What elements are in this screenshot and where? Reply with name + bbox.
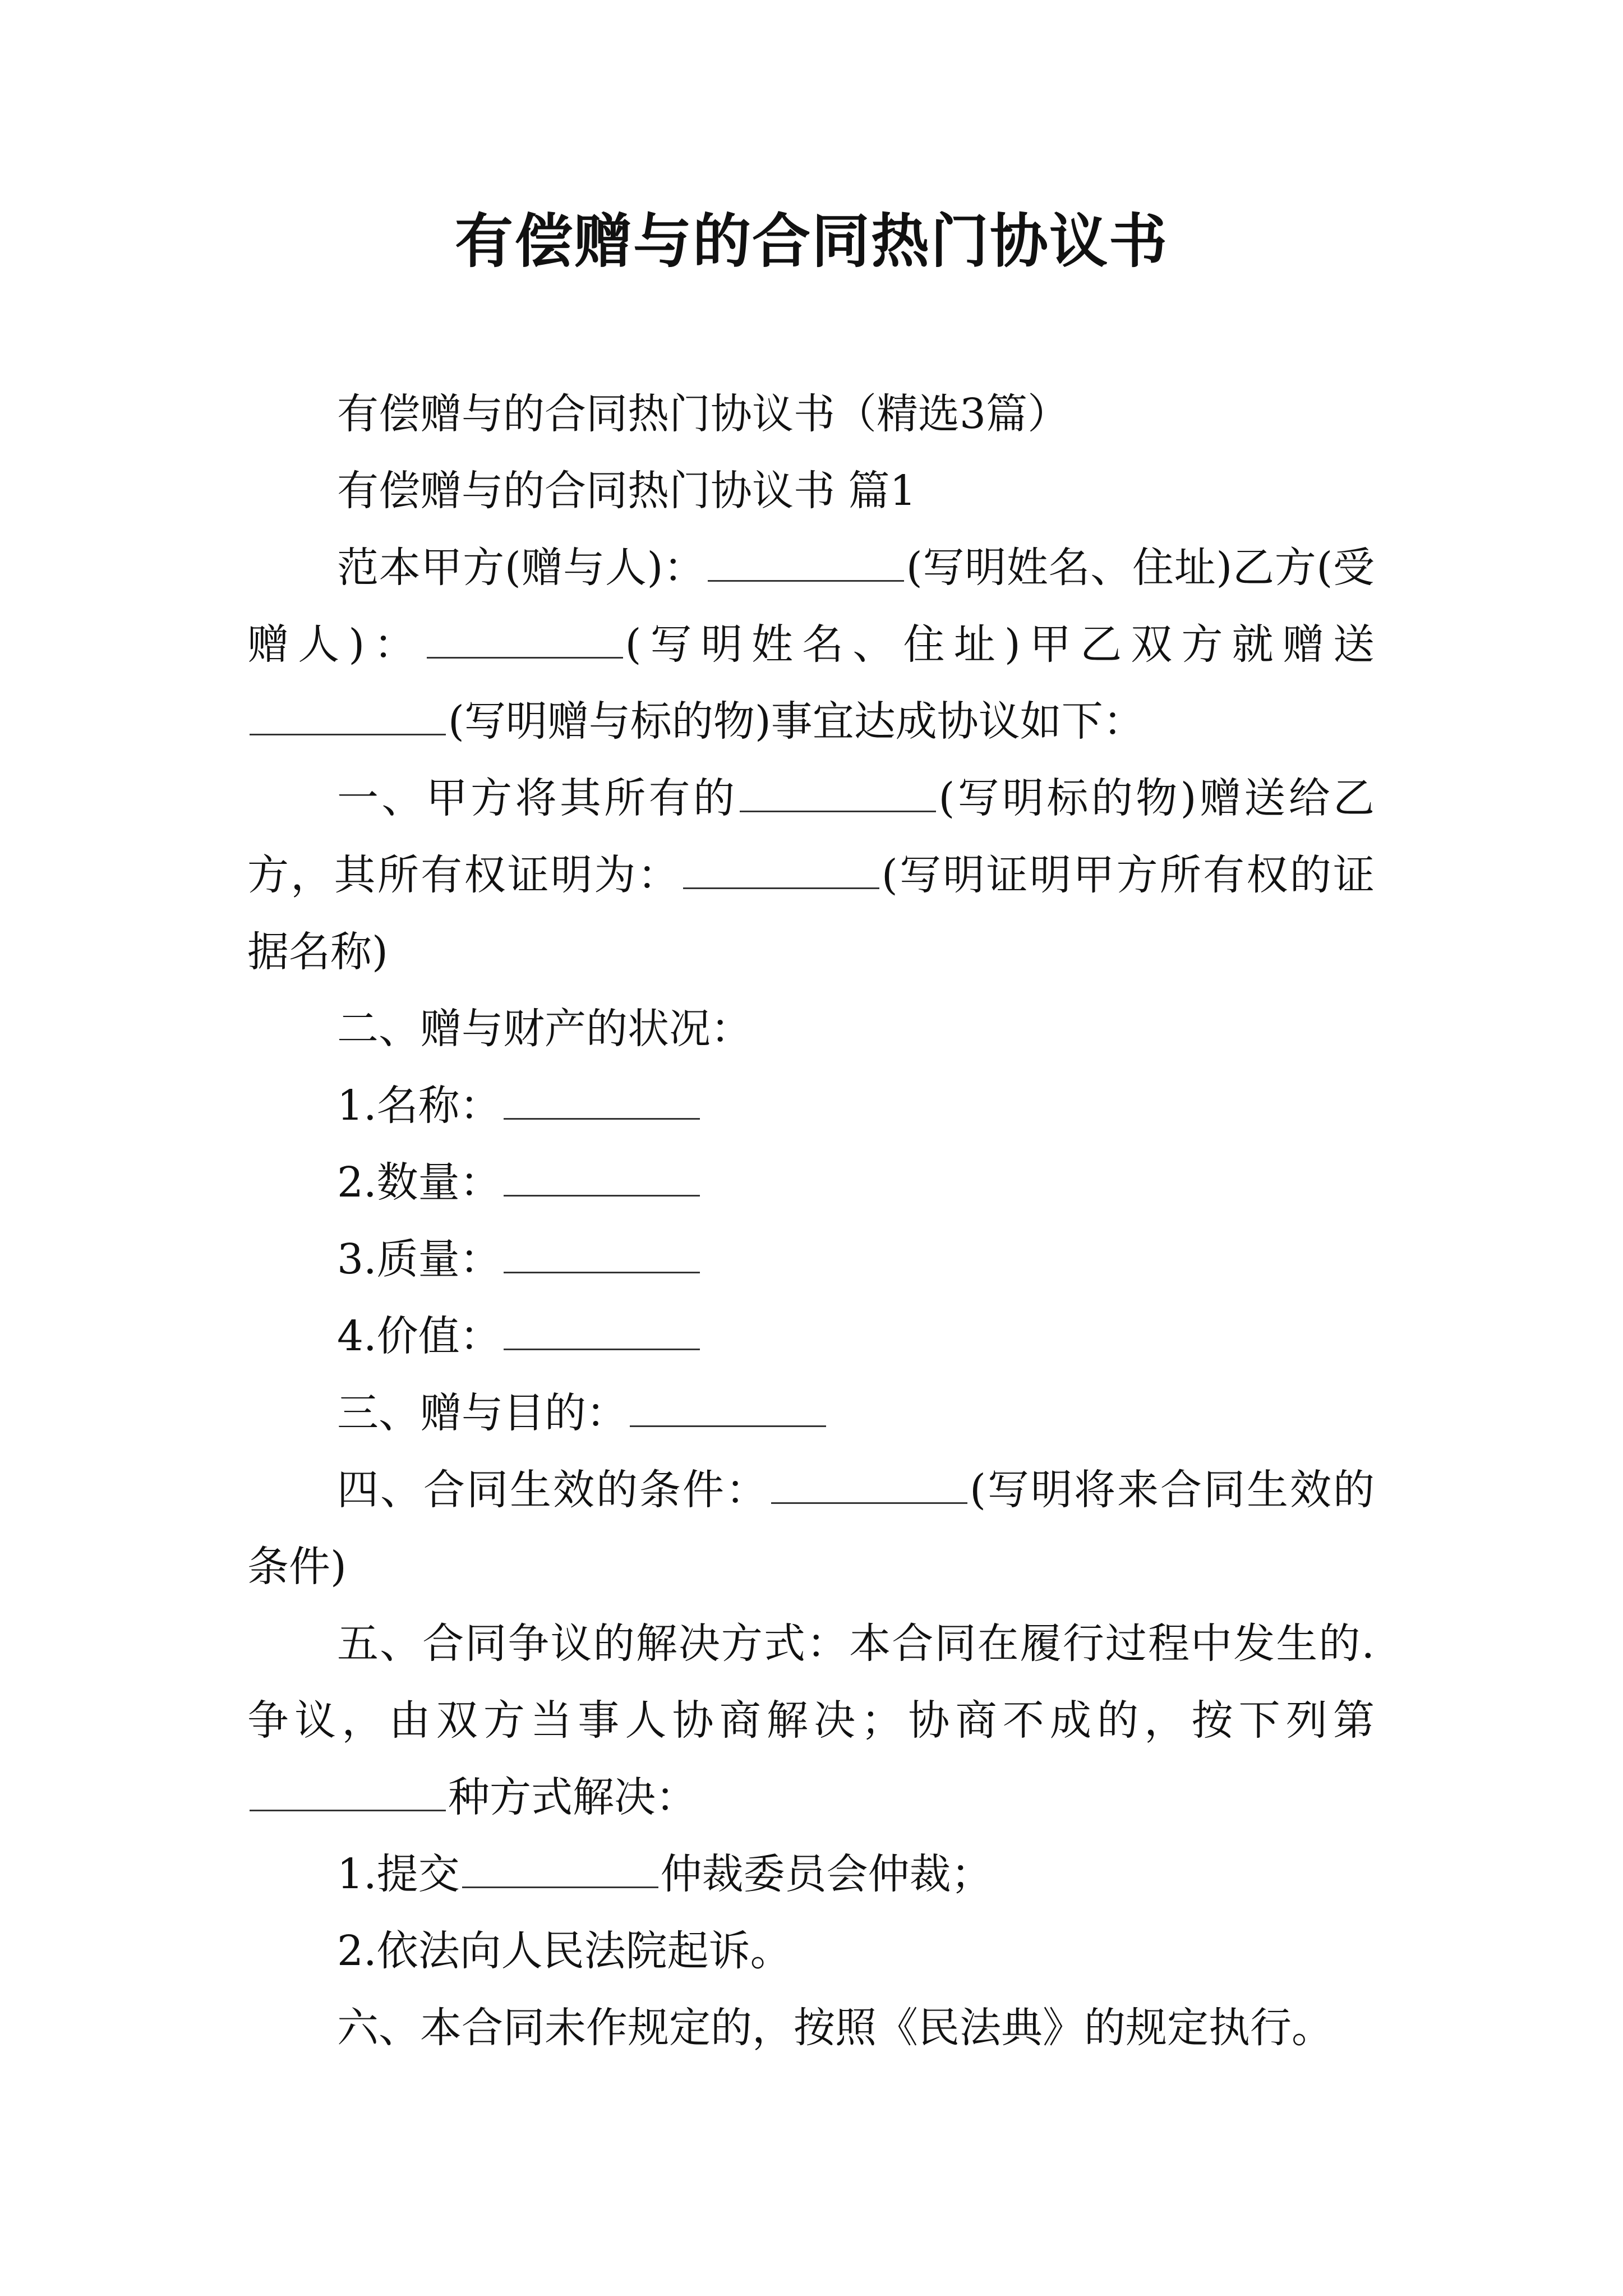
clause-1-middle: (写明标的物)赠送给乙方，其所有权证明为： [247, 774, 1375, 899]
method-blank[interactable] [250, 1776, 446, 1811]
clause-3: 三、赠与目的： [247, 1375, 1375, 1452]
clause-1-prefix: 一、甲方将其所有的 [337, 774, 738, 822]
clause-5-option-1: 1.提交 仲裁委员会仲裁； [337, 1850, 993, 1898]
clause-6: 六、本合同未作规定的，按照《民法典》的规定执行。 [337, 2004, 1333, 2052]
purpose-blank[interactable] [630, 1392, 826, 1427]
intro-line-2: 有偿赠与的合同热门协议书 篇1 [337, 467, 916, 515]
clause-2-item-value: 4.价值： [247, 1298, 1375, 1375]
party-b-blank[interactable] [427, 623, 623, 659]
document-title: 有偿赠与的合同热门协议书 [454, 207, 1168, 275]
party-a-blank[interactable] [708, 546, 904, 582]
clause-2-item-quality: 3.质量： [247, 1221, 1375, 1298]
gift-blank[interactable] [250, 700, 446, 735]
clause-1 [247, 760, 1375, 991]
clause-2-item-name: 1.名称： [247, 1068, 1375, 1144]
clause-1-object-blank[interactable] [740, 777, 936, 812]
clause-5: 五、合同争议的解决方式：本合同在履行过程中发生的.争议，由双方当事人协商解决；协商不成的，按下列第种方式解决： [247, 1619, 1375, 1821]
intro-line-1: 有偿赠与的合同热门协议书（精选3篇） [337, 390, 1069, 438]
name-blank[interactable] [504, 1084, 700, 1120]
clause-5-option-2: 2.依法向人民法院起诉。 [337, 1927, 792, 1975]
party-a-note: (写明姓名、住址)乙方(受赠人)： [247, 544, 1375, 669]
arbitration-blank[interactable] [462, 1853, 658, 1888]
clause-2-item-quantity: 2.数量： [247, 1144, 1375, 1221]
condition-blank[interactable] [771, 1469, 967, 1504]
quality-blank[interactable] [504, 1238, 700, 1273]
clause-2-heading: 二、赠与财产的状况： [337, 1005, 752, 1053]
parties-paragraph [247, 530, 1375, 760]
clause-1-suffix: (写明证明甲方所有权的证据名称) [247, 851, 1375, 976]
party-b-note: (写明姓名、住址)甲乙双方就赠送 [625, 620, 1375, 669]
clause-4: 四、合同生效的条件： (写明将来合同生效的条件) [247, 1466, 1375, 1591]
clause-1-proof-blank[interactable] [683, 854, 879, 889]
party-a-label: 范本甲方(赠与人)： [337, 544, 706, 592]
quantity-blank[interactable] [504, 1161, 700, 1197]
gift-note: (写明赠与标的物)事宜达成协议如下： [448, 697, 1145, 746]
document-body [247, 376, 1375, 2067]
value-blank[interactable] [504, 1315, 700, 1350]
